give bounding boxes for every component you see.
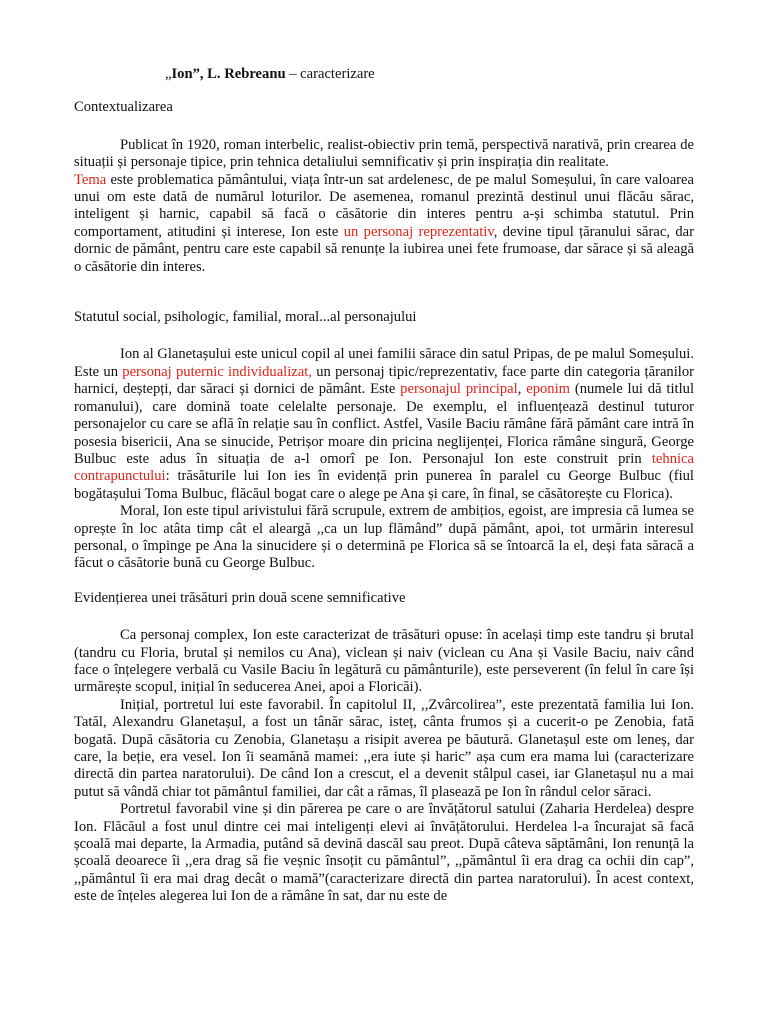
section-heading-context: Contextualizarea bbox=[74, 99, 173, 116]
paragraph: Ca personaj complex, Ion este caracterizat de trăsături opuse: în același timp este tandru și brutal (tandru cu Floria, brutal și nemilos cu Ana), viclean și naiv (viclean cu Ana și Vasile Baciu, naiv când face o înțelegere verbală cu Vasile Baciu în legătură cu pământurile), este perseverent (în felul în care își urmărește scopul, inițial în seducerea Anei, apoi a Floricăi). bbox=[74, 627, 694, 696]
highlight-text: Tema bbox=[74, 171, 107, 188]
paragraph: Inițial, portretul lui este favorabil. În capitolul II, ,,Zvârcolirea”, este prezentată familia lui Ion. Tatăl, Alexandru Glanetașul, a fost un tânăr sărac, isteț, cânta frumos și a cucerit-o pe Zenobia, fată bogată. După căsătoria cu Zenobia, Glanetașu a risipit averea pe băutură. Glanetașul este om leneș, dar care, la beție, era vesel. Ion îi seamănă mamei: ,,era iute și haric” așa cum era mama lui (caracterizare directă din partea naratorului). De când Ion a crescut, el a devenit stâlpul casei, iar Glanetașul nu a mai putut să vândă chiar tot pământul familiei, dar cât a rămas, îl plasează pe Ion în rândul celor săraci. bbox=[74, 696, 694, 800]
title-open-quote: „ bbox=[165, 66, 172, 82]
title-work: Ion”, L. Rebreanu bbox=[171, 66, 286, 82]
document-title bbox=[74, 66, 694, 83]
text-run: : trăsăturile lui Ion ies în evidență prin punerea în paralel cu George Bulbuc (fiul bogătașului Toma Bulbuc, flăcăul bogat care o alege pe Ana și care, în final, se căsătorește cu Florica). bbox=[74, 468, 694, 502]
section-heading-status: Statutul social, psihologic, familial, moral...al personajului bbox=[74, 309, 417, 326]
spacer bbox=[74, 573, 694, 590]
highlight-text: eponim bbox=[526, 381, 570, 398]
section-heading-scenes: Evidențierea unei trăsături prin două scene semnificative bbox=[74, 589, 406, 606]
paragraph bbox=[74, 346, 694, 503]
highlight-text: tehnica contrapunctului bbox=[74, 450, 694, 485]
paragraph: Moral, Ion este tipul arivistului fără scrupule, extrem de ambițios, egoist, are impresia că lumea se oprește în loc atâta timp cât el aleargă ,,ca un lup flămând” după pământ, apoi, tot urmărin interesul personal, o împinge pe Ana la sinucidere și o determină pe Florica să se întoarcă la el, deși fata săracă a făcut o căsătorie bună cu George Bulbuc. bbox=[74, 503, 694, 572]
text-run: , devine tipul țăranului sărac, dar dornic de pământ, pentru care este capabil să renunțe la iubirea unei fete frumoase, dar sărace și să aleagă o căsătorie din interes. bbox=[74, 223, 695, 275]
text-run: , bbox=[517, 381, 527, 398]
paragraph: Portretul favorabil vine și din părerea pe care o are învățătorul satului (Zaharia Herdelea) despre Ion. Flăcăul a fost unul dintre cei mai inteligenți elevi ai învățătorului. Herdelea l-a încurajat să facă școală mai departe, la Armadia, putând să devină dascăl sau preot. După câteva săptămâni, Ion renunță la școală deoarece îi ,,era drag să fie veșnic însoțit cu pământul”, ,,pământul îi era drag ca ochii din cap”, ,,pământul îi era mai drag decât o mamă”(caracterizare directă din partea naratorului). În acest context, este de înțeles alegerea lui Ion de a rămâne în sat, dar nu este de bbox=[74, 801, 694, 905]
highlight-text: personaj puternic individualizat, bbox=[122, 363, 312, 380]
highlight-text: personajul principal bbox=[400, 381, 518, 398]
title-rest: – caracterizare bbox=[285, 66, 375, 82]
paragraph bbox=[74, 172, 694, 276]
highlight-text: un personaj reprezentativ bbox=[343, 223, 494, 240]
text-run: un personaj tipic/reprezentativ, face parte din categoria țăranilor harnici, deștepți, dar săraci și dornici de pământ. Este bbox=[74, 363, 694, 398]
text-run: este problematica pământului, viața într-un sat ardelenesc, de pe malul Someșului, în care valoarea unui om este dată de numărul loturilor. De asemenea, romanul prezintă destinul unui flăcău sărac, inteligent și harnic, capabil să facă o căsătorie din interes pentru a-și schimba statutul. Prin comportament, atitudini și interese, Ion este bbox=[74, 171, 694, 240]
spacer bbox=[74, 276, 694, 309]
paragraph: Publicat în 1920, roman interbelic, realist-obiectiv prin temă, perspectivă narativă, prin crearea de situații și personaje tipice, prin tehnica detaliului semnificativ și prin inspirația din realitate. bbox=[74, 136, 694, 171]
text-run: Ion al Glanetașului este unicul copil al unei familii sărace din satul Pripas, de pe malul Someșului. Este un bbox=[74, 346, 694, 380]
text-run: (numele lui dă titlul romanului), care domină toate celelalte personaje. De exemplu, el influențează destinul tuturor personajelor cu care se află în relație sau în conflict. Astfel, Vasile Baciu rămâne fără pământ care intră în posesia bisericii, Ana se sinucide, Petrișor moare din pricina neglijenței, Florica rămâne singură, George Bulbuc este adus în situația de a-l omorî pe Ion. Personajul Ion este construit prin bbox=[74, 381, 695, 467]
